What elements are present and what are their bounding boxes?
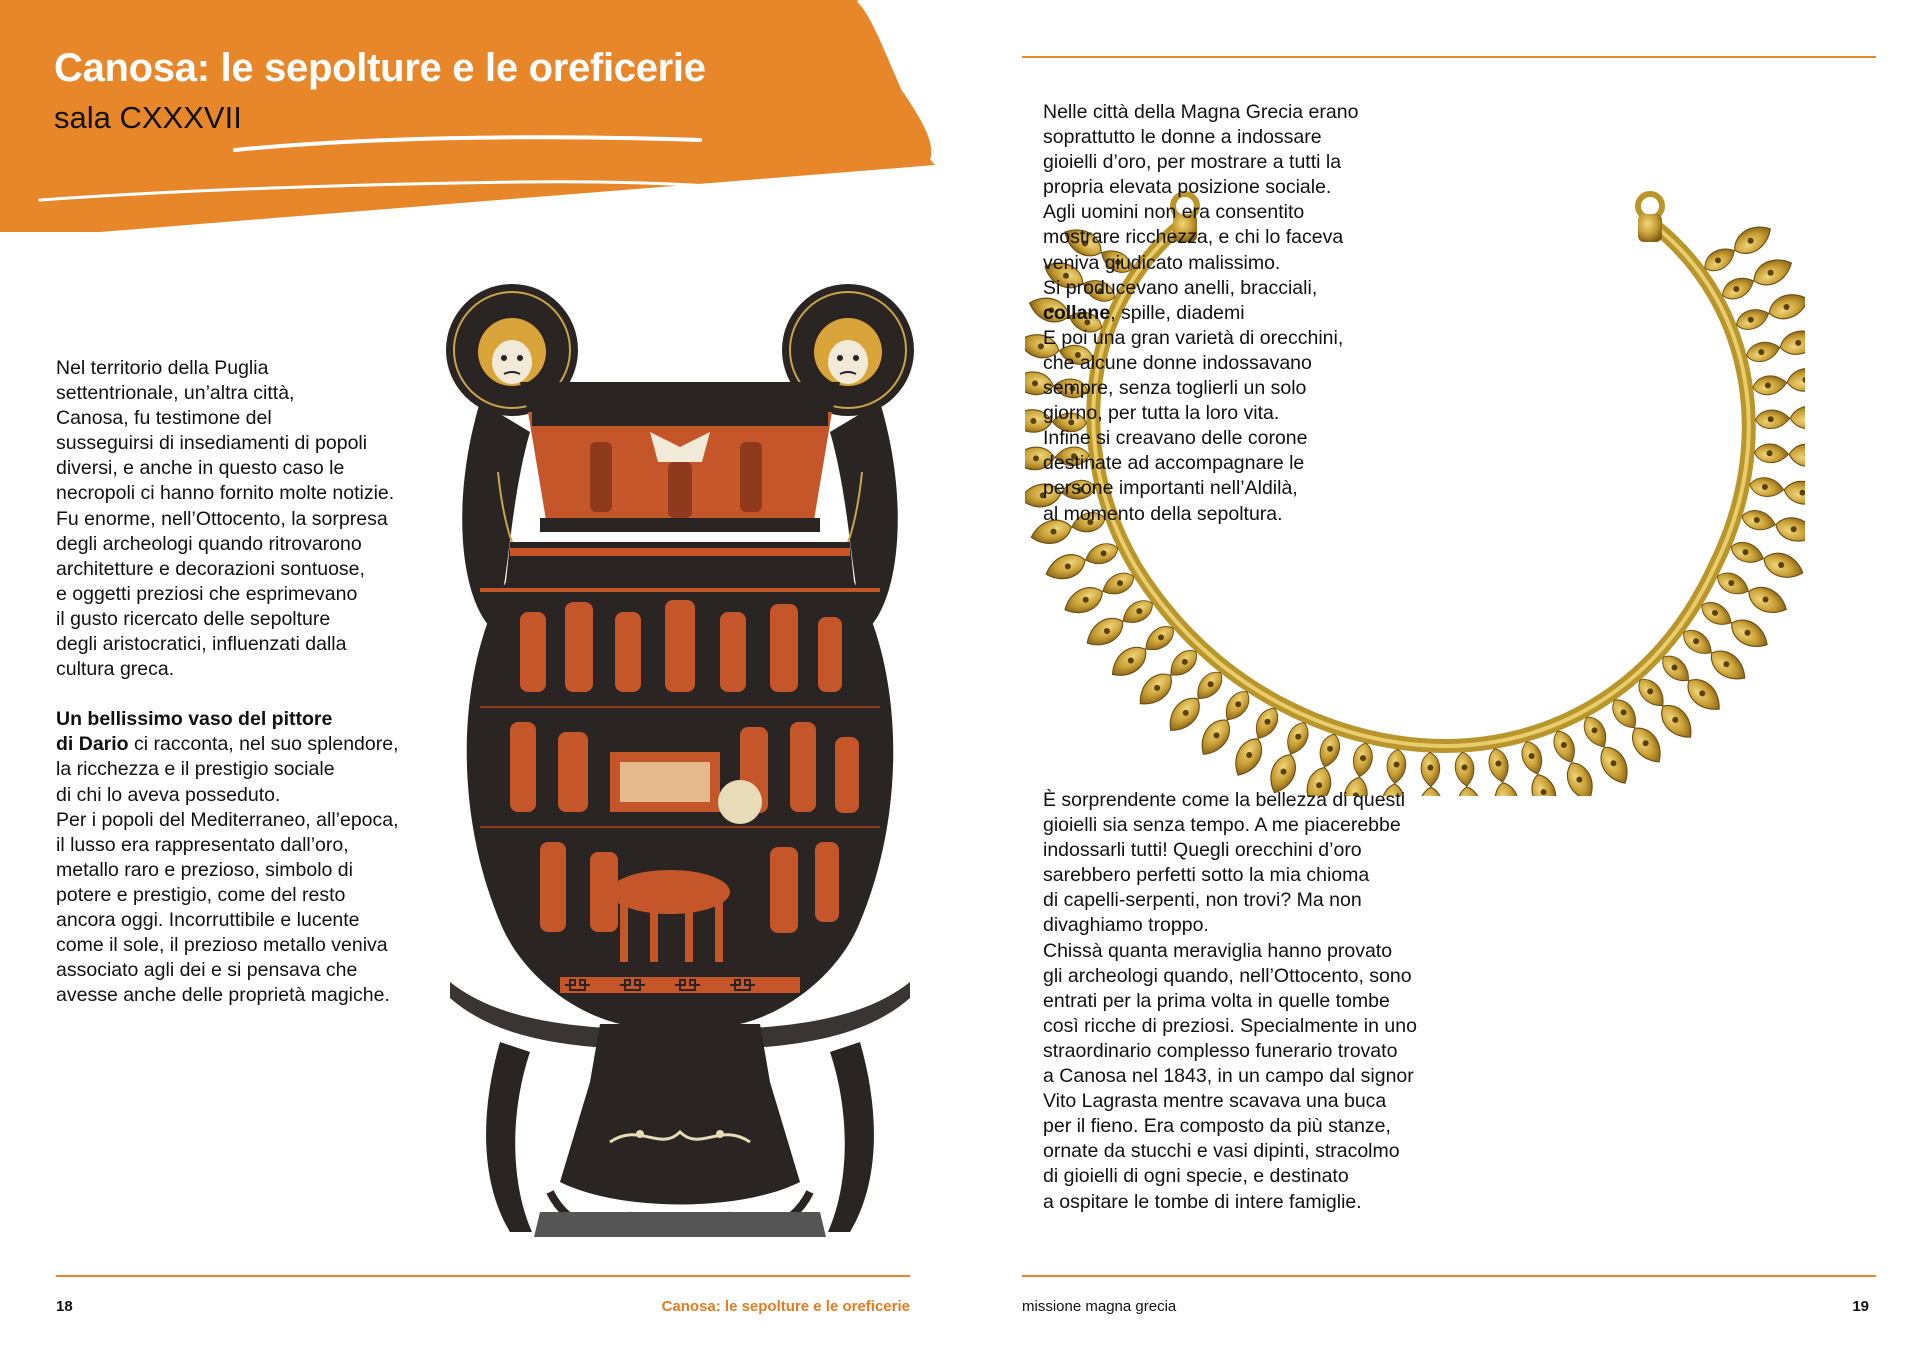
text-line: diversi, e anche in questo caso le (56, 457, 345, 480)
running-title: missione magna grecia (1022, 1298, 1177, 1315)
text-line: susseguirsi di insediamenti di popoli (56, 432, 368, 455)
intro-text (56, 356, 399, 1008)
text-line: gioielli sia senza tempo. A me piacerebbe (1043, 814, 1401, 837)
text-line: necropoli ci hanno fornito molte notizie. (56, 482, 395, 505)
bold-phrase: di Dario (56, 733, 129, 756)
footer-rule (56, 1275, 910, 1277)
text-line: Fu enorme, nell’Ottocento, la sorpresa (56, 507, 388, 530)
text-line: indossarli tutti! Quegli orecchini d’oro (1043, 839, 1362, 862)
text-line: persone importanti nell’Aldilà, (1043, 477, 1298, 500)
text-line: E poi una gran varietà di orecchini, (1043, 326, 1344, 349)
text-line: ancora oggi. Incorruttibile e lucente (56, 908, 360, 931)
text-line: Per i popoli del Mediterraneo, all’epoca, (56, 808, 399, 831)
text-line: così ricche di preziosi. Specialmente in uno (1043, 1014, 1417, 1037)
text-line: sarebbero perfetti sotto la mia chioma (1043, 864, 1370, 887)
footer-rule (1022, 1275, 1876, 1277)
vase-illustration (440, 282, 930, 1242)
text-line: di capelli-serpenti, non trovi? Ma non (1043, 889, 1362, 912)
text-line: per il fieno. Era composto da più stanze, (1043, 1115, 1391, 1138)
text-line: divaghiamo troppo. (1043, 914, 1209, 937)
text-line: Nelle città della Magna Grecia erano (1043, 101, 1359, 123)
text-line: il gusto ricercato delle sepolture (56, 607, 331, 630)
text-line: di chi lo aveva posseduto. (56, 783, 281, 806)
text-line (56, 707, 399, 732)
text-line: al momento della sepoltura. (1043, 502, 1283, 525)
text-line: soprattutto le donne a indossare (1043, 126, 1322, 149)
text-line: di gioielli di ogni specie, e destinato (1043, 1165, 1349, 1188)
text-line: Chissà quanta meraviglia hanno provato (1043, 939, 1393, 962)
right-page (959, 0, 1918, 1352)
text-line: gioielli d’oro, per mostrare a tutti la (1043, 151, 1342, 174)
text-line: Vito Lagrasta mentre scavava una buca (1043, 1090, 1387, 1113)
page-subtitle: sala CXXXVII (54, 100, 242, 135)
text-line: giorno, per tutta la loro vita. (1043, 402, 1280, 425)
text-line: associato agli dei e si pensava che (56, 959, 358, 982)
text-line: a ospitare le tombe di intere famiglie. (1043, 1190, 1362, 1213)
text-line: potere e prestigio, come del resto (56, 883, 346, 906)
header-rule (1022, 56, 1876, 58)
text-line: Si producevano anelli, bracciali, (1043, 276, 1318, 299)
text-line: veniva giudicato malissimo. (1043, 251, 1281, 274)
text-line: metallo raro e prezioso, simbolo di (56, 858, 353, 881)
page-number: 19 (1852, 1298, 1869, 1315)
bold-phrase: collane (1043, 301, 1111, 324)
text-line: la ricchezza e il prestigio sociale (56, 758, 335, 781)
text-line: come il sole, il prezioso metallo veniva (56, 934, 388, 957)
text-line: entrati per la prima volta in quelle tombe (1043, 989, 1390, 1012)
text-line: a Canosa nel 1843, in un campo dal signor (1043, 1065, 1414, 1088)
bold-phrase: Un bellissimo vaso del pittore (56, 708, 333, 731)
discovery-text (1043, 788, 1417, 1215)
text-line: Nel territorio della Puglia (56, 357, 269, 379)
text-line: architetture e decorazioni sontuose, (56, 557, 365, 580)
text-line: di Dario ci racconta, nel suo splendore, (56, 733, 399, 756)
text-line: settentrionale, un’altra città, (56, 382, 295, 405)
text-line: destinate ad accompagnare le (1043, 452, 1305, 475)
text-line: il lusso era rappresentato dall’oro, (56, 833, 349, 856)
text-line: cultura greca. (56, 658, 175, 681)
text-line: propria elevata posizione sociale. (1043, 176, 1332, 199)
page-number: 18 (56, 1298, 73, 1315)
text-line: degli archeologi quando ritrovarono (56, 532, 362, 555)
text-line: collane, spille, diademi (1043, 301, 1245, 324)
text-line: che alcune donne indossavano (1043, 351, 1312, 374)
page-title: Canosa: le sepolture e le oreficerie (54, 46, 706, 90)
text-line: Infine si creavano delle corone (1043, 427, 1308, 450)
text-line: e oggetti preziosi che esprimevano (56, 582, 358, 605)
running-title: Canosa: le sepolture e le oreficerie (661, 1298, 910, 1315)
text-line: mostrare ricchezza, e chi lo faceva (1043, 226, 1344, 249)
text-line: ornate da stucchi e vasi dipinti, stracolmo (1043, 1140, 1400, 1163)
text-line: avesse anche delle proprietà magiche. (56, 984, 390, 1007)
jewelry-text (1043, 100, 1358, 527)
text-line: straordinario complesso funerario trovato (1043, 1039, 1398, 1062)
text-line: degli aristocratici, influenzati dalla (56, 633, 347, 656)
text-line: Agli uomini non era consentito (1043, 201, 1305, 224)
text-line: È sorprendente come la bellezza di questi (1043, 789, 1406, 811)
text-line: gli archeologi quando, nell’Ottocento, sono (1043, 964, 1412, 987)
text-line: sempre, senza toglierli un solo (1043, 377, 1307, 400)
text-line: Canosa, fu testimone del (56, 407, 272, 430)
